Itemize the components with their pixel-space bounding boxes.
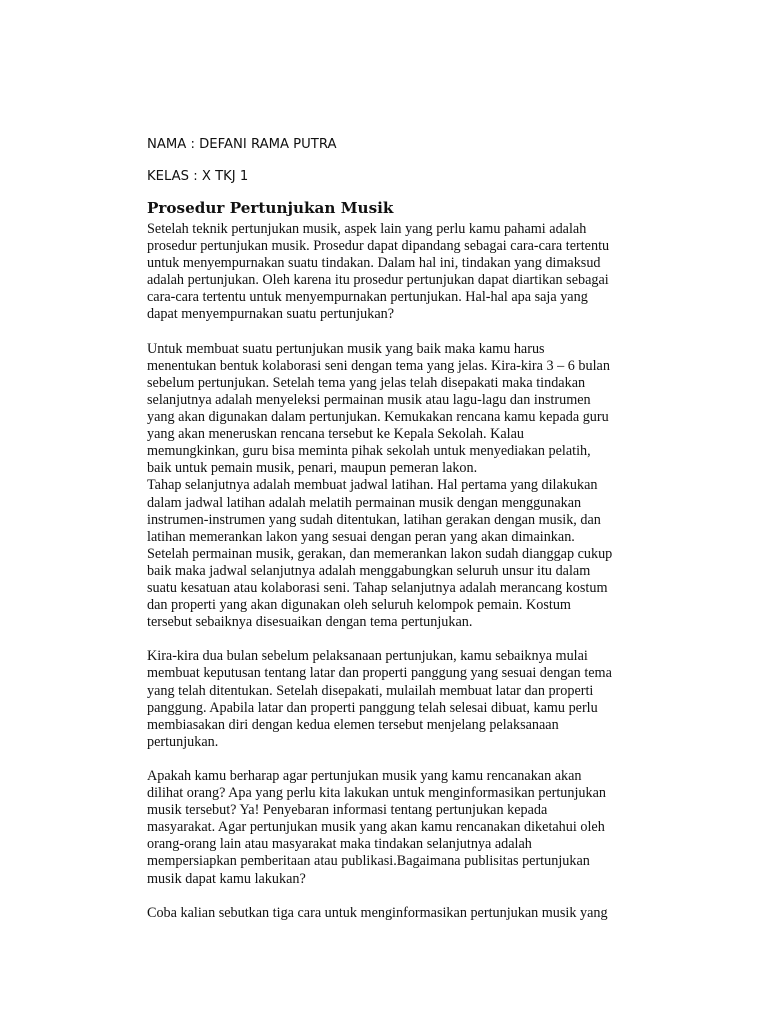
text-line: yang akan digunakan dalam pertunjukan. Kemukakan rencana kamu kepada guru	[147, 409, 609, 426]
text-line: dapat menyempurnakan suatu pertunjukan?	[147, 306, 395, 323]
text-line: dilihat orang? Apa yang perlu kita lakukan untuk menginformasikan pertunjukan	[147, 785, 607, 802]
text-line: baik untuk pemain musik, penari, maupun pemeran lakon.	[147, 460, 478, 477]
text-line: adalah pertunjukan. Oleh karena itu prosedur pertunjukan dapat diartikan sebagai	[147, 272, 609, 289]
text-line: dan properti yang akan digunakan oleh seluruh kelompok pemain. Kostum	[147, 597, 571, 614]
text-line: musik dapat kamu lakukan?	[147, 870, 306, 887]
text-line: Tahap selanjutnya adalah membuat jadwal latihan. Hal pertama yang dilakukan	[147, 477, 598, 494]
text-line: dalam jadwal latihan adalah melatih permainan musik dengan menggunakan	[147, 494, 582, 511]
text-line: memungkinkan, guru bisa meminta pihak sekolah untuk menyediakan pelatih,	[147, 443, 591, 460]
document-body	[147, 221, 667, 922]
text-line: Setelah permainan musik, gerakan, dan memerankan lakon sudah dianggap cukup	[147, 545, 613, 562]
text-line: prosedur pertunjukan musik. Prosedur dapat dipandang sebagai cara-cara tertentu	[147, 238, 610, 255]
paragraph-gap	[147, 888, 667, 905]
text-line: instrumen-instrumen yang sudah ditentukan, latihan gerakan dengan musik, dan	[147, 511, 601, 528]
text-line: pertunjukan.	[147, 733, 219, 750]
text-line: masyarakat. Agar pertunjukan musik yang akan kamu rencanakan diketahui oleh	[147, 819, 605, 836]
paragraph-gap	[147, 324, 667, 341]
body-paragraph	[147, 648, 667, 751]
text-line: selanjutnya adalah menyeleksi permainan musik atau lagu-lagu dan instrumen	[147, 391, 591, 408]
text-line: membiasakan diri dengan kedua elemen tersebut menjelang pelaksanaan	[147, 716, 559, 733]
text-line: membuat keputusan tentang latar dan properti panggung yang sesuai dengan tema	[147, 665, 612, 682]
text-line: sebelum pertunjukan. Setelah tema yang jelas telah disepakati maka tindakan	[147, 374, 586, 391]
text-line: cara-cara tertentu untuk menyempurnakan pertunjukan. Hal-hal apa saja yang	[147, 289, 588, 306]
text-line: yang akan meneruskan rencana tersebut ke Kepala Sekolah. Kalau	[147, 426, 524, 443]
text-line: panggung. Apabila latar dan properti panggung telah selesai dibuat, kamu perlu	[147, 699, 598, 716]
paragraph-gap	[147, 751, 667, 768]
text-line: Untuk membuat suatu pertunjukan musik yang baik maka kamu harus	[147, 340, 545, 357]
student-name-line: NAMA : DEFANI RAMA PUTRA	[147, 137, 337, 152]
text-line: mempersiapkan pemberitaan atau publikasi.Bagaimana publisitas pertunjukan	[147, 853, 590, 870]
text-line: Kira-kira dua bulan sebelum pelaksanaan pertunjukan, kamu sebaiknya mulai	[147, 648, 588, 665]
text-line: Setelah teknik pertunjukan musik, aspek lain yang perlu kamu pahami adalah	[147, 221, 587, 237]
text-line: Apakah kamu berharap agar pertunjukan musik yang kamu rencanakan akan	[147, 768, 582, 784]
student-class-line: KELAS : X TKJ 1	[147, 169, 249, 184]
body-paragraph	[147, 341, 667, 632]
text-line: tersebut sebaiknya disesuaikan dengan tema pertunjukan.	[147, 614, 473, 631]
text-line: orang-orang lain atau masyarakat maka tindakan selanjutnya adalah	[147, 836, 532, 853]
text-line: baik maka jadwal selanjutnya adalah menggabungkan seluruh unsur itu dalam	[147, 562, 591, 579]
text-line: menentukan bentuk kolaborasi seni dengan tema yang jelas. Kira-kira 3 – 6 bulan	[147, 357, 610, 374]
paragraph-gap	[147, 631, 667, 648]
document-title: Prosedur Pertunjukan Musik	[147, 199, 394, 217]
body-paragraph	[147, 221, 667, 324]
text-line: musik tersebut? Ya! Penyebaran informasi tentang pertunjukan kepada	[147, 802, 548, 819]
text-line: Coba kalian sebutkan tiga cara untuk menginformasikan pertunjukan musik yang	[147, 904, 608, 921]
body-paragraph	[147, 905, 667, 922]
text-line: untuk menyempurnakan suatu tindakan. Dalam hal ini, tindakan yang dimaksud	[147, 255, 601, 272]
text-line: yang telah ditentukan. Setelah disepakati, mulailah membuat latar dan properti	[147, 682, 594, 699]
text-line: suatu kesatuan atau kolaborasi seni. Tahap selanjutnya adalah merancang kostum	[147, 579, 608, 596]
text-line: latihan memerankan lakon yang sesuai dengan peran yang akan dimainkan.	[147, 528, 575, 545]
document-content	[147, 136, 667, 922]
body-paragraph	[147, 768, 667, 888]
